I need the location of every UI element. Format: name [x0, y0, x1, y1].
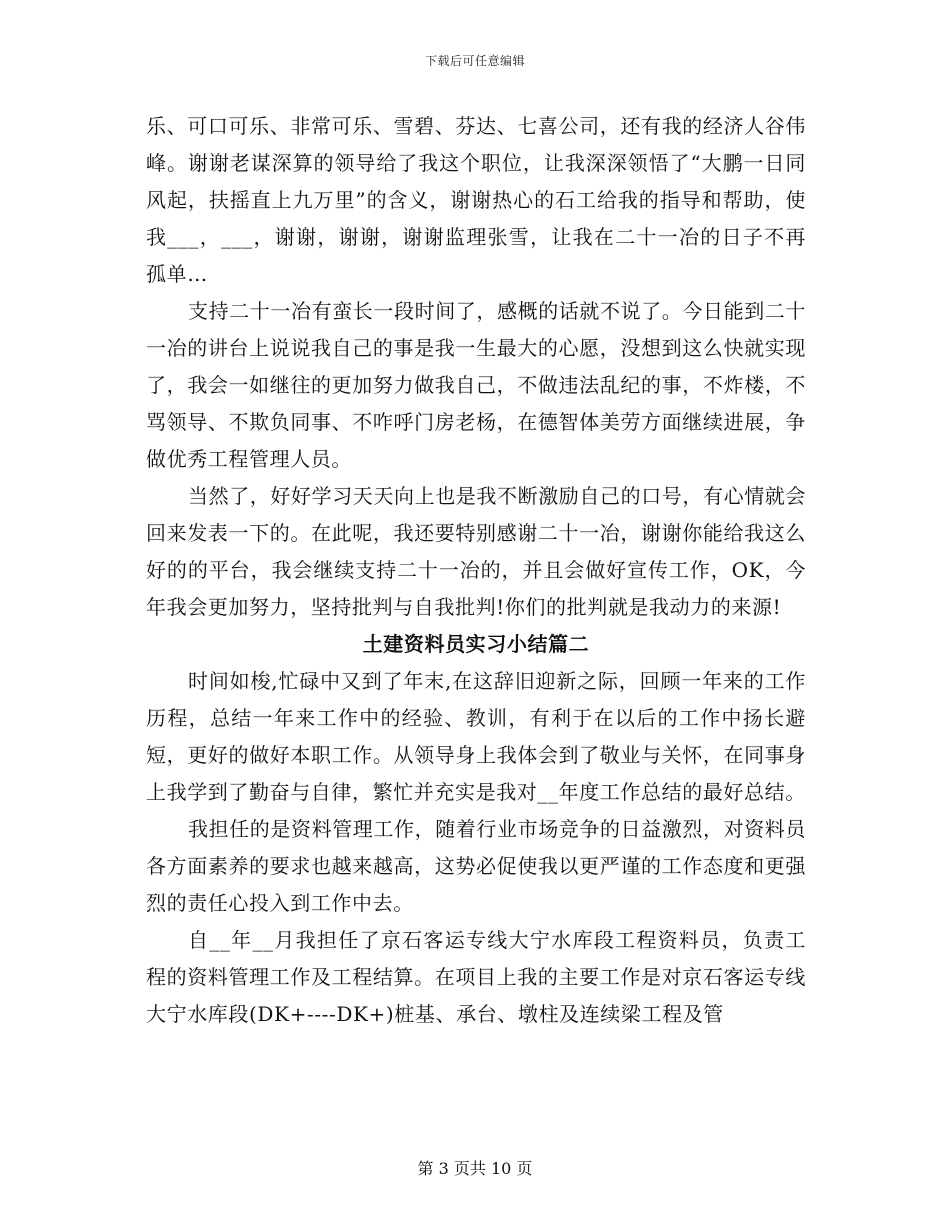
- page-header: 下载后可任意编辑: [424, 54, 525, 68]
- document-body: [146, 108, 806, 1033]
- paragraph-5: 我担任的是资料管理工作，随着行业市场竞争的日益激烈，对资料员各方面素养的要求也越来越高，这势必促使我以更严谨的工作态度和更强烈的责任心投入到工作中去。: [146, 817, 806, 915]
- paragraph-6: 自__年__月我担任了京石客运专线大宁水库段工程资料员，负责工程的资料管理工作及工程结算。在项目上我的主要工作是对京石客运专线大宁水库段(DK+----DK+)桩基、承台、墩柱及连续梁工程及管: [146, 928, 806, 1026]
- paragraph-1: 乐、可口可乐、非常可乐、雪碧、芬达、七喜公司，还有我的经济人谷伟峰。谢谢老谋深算的领导给了我这个职位，让我深深领悟了“大鹏一日同风起，扶摇直上九万里”的含义，谢谢热心的石工给我的指导和帮助，使我___，___，谢谢，谢谢，谢谢监理张雪，让我在二十一冶的日子不再孤单…: [146, 114, 806, 286]
- page-footer: 第 3 页共 10 页: [417, 1159, 533, 1178]
- section-heading: 土建资料员实习小结篇二: [362, 632, 590, 656]
- paragraph-3: 当然了，好好学习天天向上也是我不断激励自己的口号，有心情就会回来发表一下的。在此呢，我还要特别感谢二十一冶，谢谢你能给我这么好的的平台，我会继续支持二十一冶的，并且会做好宣传工作，OK，今年我会更加努力，坚持批判与自我批判!你们的批判就是我动力的来源!: [146, 484, 806, 619]
- paragraph-2: 支持二十一冶有蛮长一段时间了，感概的话就不说了。今日能到二十一冶的讲台上说说我自己的事是我一生最大的心愿，没想到这么快就实现了，我会一如继往的更加努力做我自己，不做违法乱纪的事，不炸楼，不骂领导、不欺负同事、不咋呼门房老杨，在德智体美劳方面继续进展，争做优秀工程管理人员。: [146, 299, 806, 471]
- paragraph-4: 时间如梭,忙碌中又到了年末,在这辞旧迎新之际，回顾一年来的工作历程，总结一年来工作中的经验、教训，有利于在以后的工作中扬长避短，更好的做好本职工作。从领导身上我体会到了敬业与关怀，在同事身上我学到了勤奋与自律，繁忙并充实是我对__年度工作总结的最好总结。: [146, 669, 806, 804]
